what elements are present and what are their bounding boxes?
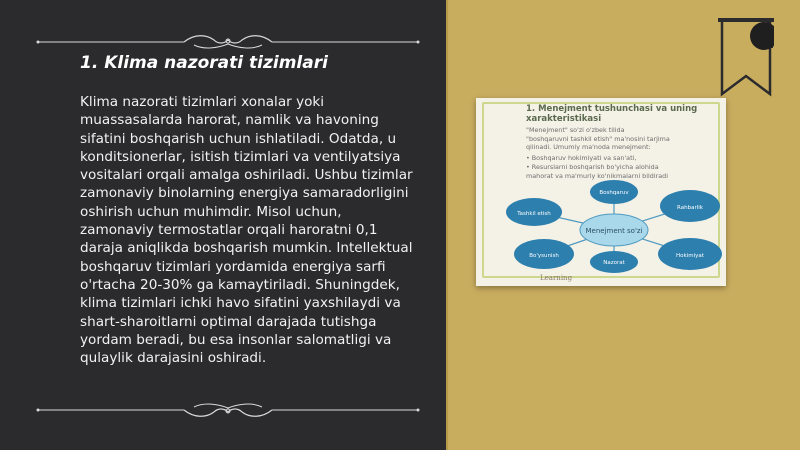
image-paragraph: [526, 126, 716, 152]
mind-map-diagram: [504, 178, 724, 274]
image-bullet: • Boshqaruv hokimiyati va san'ati,: [526, 154, 637, 162]
bookmark-icon: [718, 18, 774, 98]
diagram-node-label: Bo'ysunish: [529, 253, 559, 259]
image-line: "Menejment" so'zi o'zbek tilida: [526, 126, 625, 134]
diagram-node-label: Hokimiyat: [676, 253, 704, 259]
image-bullet: • Resurslarni boshqarish bo'yicha alohida: [526, 163, 659, 171]
image-bullet: mahorat va ma'muriy ko'nikmalarni bildiradi: [526, 172, 668, 180]
panel-divider: [446, 0, 448, 450]
slide-title: 1. Klima nazorati tizimlari: [80, 53, 328, 73]
diagram-node-label: Rahbarlik: [677, 205, 703, 211]
top-ornament-divider: [34, 32, 422, 52]
image-heading: 1. Menejment tushunchasi va uning xarakteristikasi: [526, 104, 698, 124]
diagram-node-label: Tashkil etish: [517, 211, 551, 217]
diagram-node-label: Boshqaruv: [599, 190, 629, 196]
image-line: qilinadi. Umumiy ma'noda menejment:: [526, 143, 651, 152]
diagram-node-label: Nazorat: [603, 260, 625, 266]
bottom-ornament-divider: [34, 400, 422, 420]
image-line: "boshqaruvni tashkil etish" ma'nosini tarjima: [526, 134, 670, 143]
slide-body-text: Klima nazorati tizimlari xonalar yoki muassasalarda harorat, namlik va havoning sifatini boshqarish uchun ishlatiladi. Odatda, u konditsionerlar, isitish tizimlari va ventilyatsiya vositalari orqali amalga oshiriladi. Ushbu tizimlar zamonaviy binolarning energiya samaradorligini oshirish uchun muhimdir. Misol uchun, zamonaviy termostatlar orqali haroratni 0,1 daraja aniqlikda boshqarish mumkin. Intellektual boshqaruv tizimlari yordamida energiya sarfi o'rtacha 20-30% ga kamaytiriladi. Shuningdek, klima tizimlari ichki havo sifatini yaxshilaydi va shart-sharoitlarni optimal darajada tutishga yordam beradi, bu esa insonlar salomatligi va qulaylik darajasini oshiradi.: [80, 94, 413, 367]
diagram-center-label: Menejment so'zi: [585, 227, 643, 235]
image-caption: Learning: [540, 274, 573, 282]
slide-image: [476, 98, 726, 286]
